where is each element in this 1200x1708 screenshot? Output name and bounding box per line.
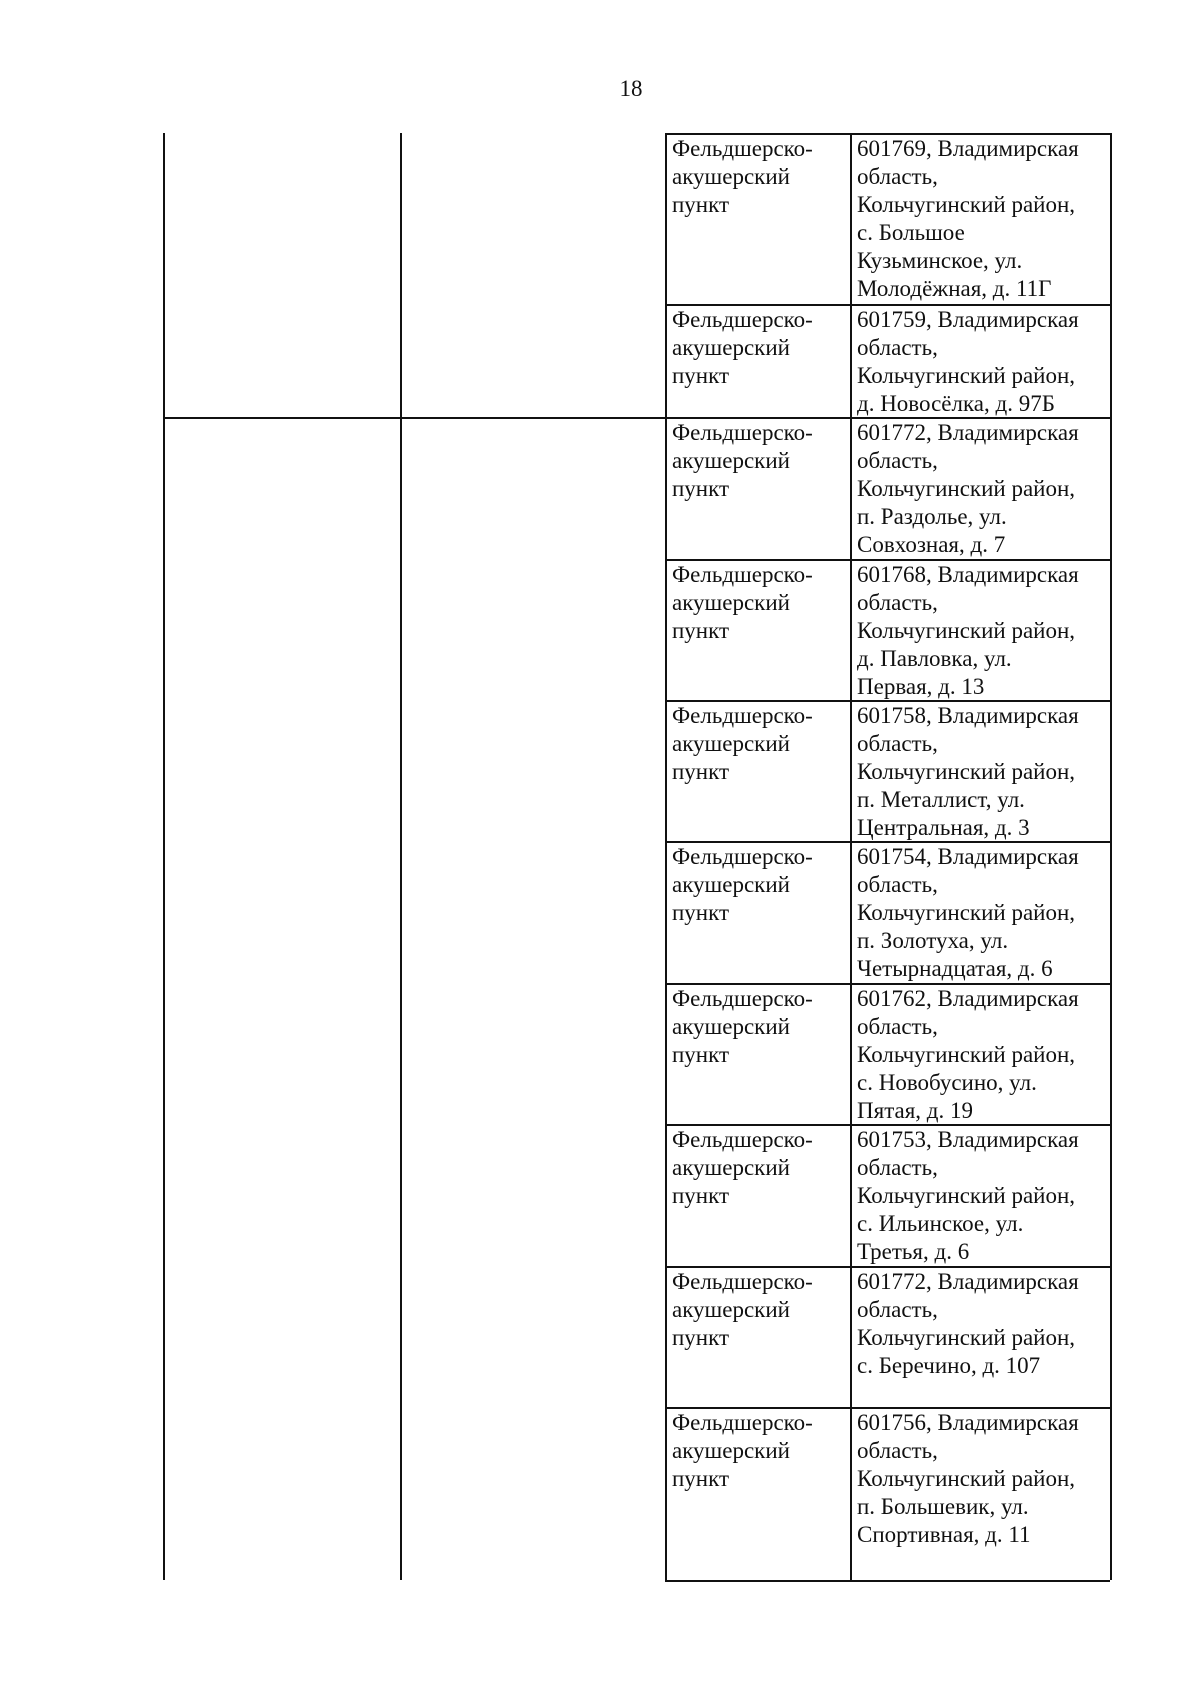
facility-address-cell: 601769, Владимирская область, Кольчугинский район, с. Большое Кузьминское, ул. Молодёжная, д. 11Г — [857, 136, 1079, 301]
facility-type-cell: Фельдшерско- акушерский пункт — [672, 1410, 813, 1491]
facility-type-cell: Фельдшерско- акушерский пункт — [672, 136, 813, 217]
facility-address-cell: 601772, Владимирская область, Кольчугинский район, п. Раздолье, ул. Совхозная, д. 7 — [857, 420, 1079, 557]
page-number: 18 — [619, 76, 643, 101]
facility-type-cell: Фельдшерско- акушерский пункт — [672, 420, 813, 501]
facility-type-cell: Фельдшерско- акушерский пункт — [672, 562, 813, 643]
facility-address-cell: 601762, Владимирская область, Кольчугинский район, с. Новобусино, ул. Пятая, д. 19 — [857, 986, 1079, 1123]
facility-type-cell: Фельдшерско- акушерский пункт — [672, 986, 813, 1067]
facility-address-cell: 601756, Владимирская область, Кольчугинский район, п. Большевик, ул. Спортивная, д. 11 — [857, 1410, 1079, 1547]
facility-type-cell: Фельдшерско- акушерский пункт — [672, 703, 813, 784]
facility-address-cell: 601772, Владимирская область, Кольчугинский район, с. Беречино, д. 107 — [857, 1269, 1079, 1378]
facility-address-cell: 601754, Владимирская область, Кольчугинский район, п. Золотуха, ул. Четырнадцатая, д. 6 — [857, 844, 1079, 981]
left-row-separator — [163, 417, 665, 419]
left-column-border — [163, 133, 165, 1580]
middle-column-border — [400, 133, 402, 1580]
address-column-border — [850, 133, 852, 1580]
facility-type-cell: Фельдшерско- акушерский пункт — [672, 1127, 813, 1208]
facility-type-cell: Фельдшерско- акушерский пункт — [672, 1269, 813, 1350]
table-bottom-border — [665, 1580, 1110, 1582]
facility-address-cell: 601758, Владимирская область, Кольчугинский район, п. Металлист, ул. Центральная, д. 3 — [857, 703, 1079, 840]
facility-address-cell: 601759, Владимирская область, Кольчугинский район, д. Новосёлка, д. 97Б — [857, 307, 1079, 416]
type-column-border — [665, 133, 667, 1580]
facility-address-cell: 601753, Владимирская область, Кольчугинский район, с. Ильинское, ул. Третья, д. 6 — [857, 1127, 1079, 1264]
facility-address-cell: 601768, Владимирская область, Кольчугинский район, д. Павловка, ул. Первая, д. 13 — [857, 562, 1079, 699]
facility-type-cell: Фельдшерско- акушерский пункт — [672, 307, 813, 388]
facility-type-cell: Фельдшерско- акушерский пункт — [672, 844, 813, 925]
table-right-border — [1110, 133, 1112, 1580]
